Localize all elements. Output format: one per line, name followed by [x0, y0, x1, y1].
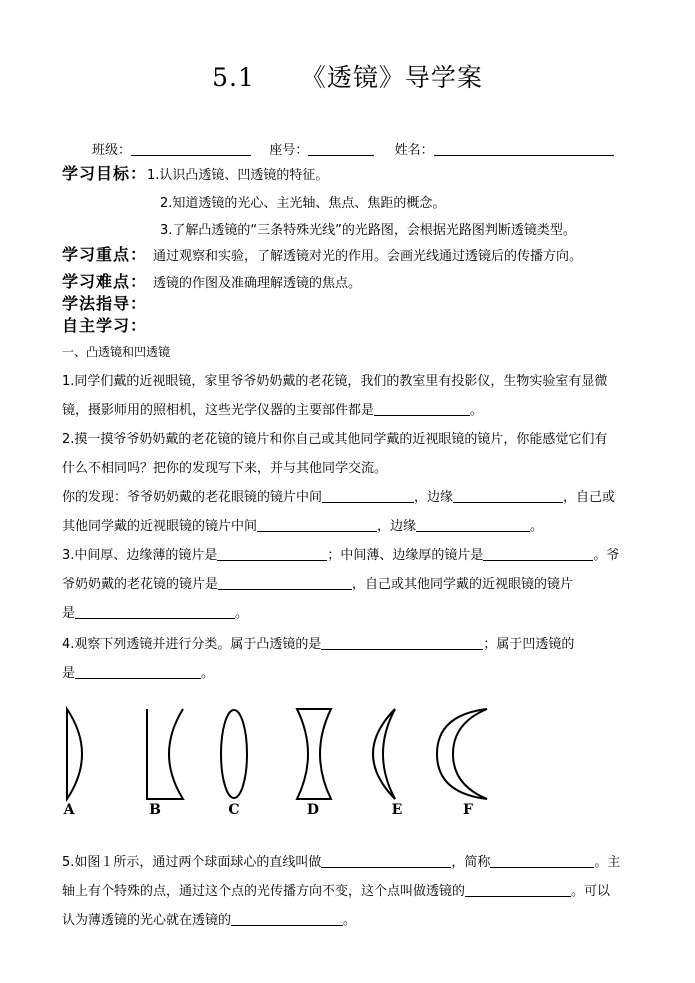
q5-text-d: 轴上有个特殊的点，通过这个点的光传播方向不变，这个点叫做透镜的: [62, 884, 466, 899]
q2-blank-1[interactable]: [322, 489, 414, 503]
lens-label-a: A: [63, 802, 75, 818]
q2-text-f: 。: [530, 519, 544, 534]
q3-line-3: [62, 599, 647, 628]
q5-text-e: 。可以: [571, 884, 611, 899]
q4-blank-1[interactable]: [321, 636, 483, 650]
q3-blank-1[interactable]: [217, 547, 327, 561]
q5-line-1: [62, 848, 647, 877]
q3-line-1: [62, 541, 647, 570]
lens-label-e: E: [391, 802, 403, 818]
q2-text-b: ，边缘: [414, 490, 454, 505]
q4-text-a: 4.观察下列透镜并进行分类。属于凸透镜的是: [62, 637, 322, 652]
q2-text-a: 你的发现：爷爷奶奶戴的老花眼镜的镜片中间: [62, 490, 323, 505]
goal-item-2: 2.知道透镜的光心、主光轴、焦点、焦距的概念。: [160, 196, 446, 211]
title-name: 《透镜》导学案: [300, 63, 483, 92]
q3-text-g: 。: [235, 606, 249, 621]
goals-heading: 学习目标：: [62, 164, 148, 183]
difficulty-heading: 学习难点：: [62, 272, 148, 291]
class-blank[interactable]: [131, 142, 251, 156]
q4-text-c: 是: [62, 666, 76, 681]
q5-blank-2[interactable]: [490, 854, 594, 868]
q1-line-1: 1.同学们戴的近视眼镜，家里爷爷奶奶戴的老花镜，我们的教室里有投影仪，生物实验室有显微: [62, 374, 608, 389]
lens-label-b: B: [149, 802, 161, 818]
q5-line-2: [62, 877, 647, 906]
self-study-heading: 自主学习：: [62, 316, 148, 335]
q4-text-d: 。: [201, 666, 215, 681]
question-2: [62, 425, 647, 541]
q5-text-f: 认为薄透镜的光心就在透镜的: [62, 913, 232, 928]
goal-item-3: 3.了解凸透镜的“三条特殊光线”的光路图，会根据光路图判断透镜类型。: [160, 223, 576, 238]
lens-a-shape: [67, 709, 82, 799]
goals-heading-row: [62, 161, 328, 184]
q5-text-g: 。: [343, 913, 357, 928]
key-heading: 学习重点：: [62, 245, 148, 264]
lens-e-shape: [373, 709, 395, 799]
q2-text-d: 其他同学戴的近视眼镜的镜片中间: [62, 519, 258, 534]
page-title: [0, 58, 695, 94]
class-label: 班级：: [92, 143, 132, 158]
q2-line-3: [62, 483, 647, 512]
lens-b-shape: [147, 709, 183, 799]
lens-f-shape: [437, 709, 487, 799]
q3-line-2: [62, 570, 647, 599]
q5-blank-1[interactable]: [321, 854, 451, 868]
q3-blank-4[interactable]: [75, 605, 235, 619]
q2-blank-4[interactable]: [416, 518, 530, 532]
q4-line-1: [62, 630, 647, 659]
q2-text-e: ，边缘: [377, 519, 417, 534]
question-4: [62, 630, 647, 688]
q5-text-c: 。主: [594, 855, 621, 870]
q2-line-1: 2.摸一摸爷爷奶奶戴的老花镜的镜片和你自己或其他同学戴的近视眼镜的镜片，你能感觉它们有: [62, 432, 608, 447]
q5-blank-3[interactable]: [465, 883, 571, 897]
q4-line-2: [62, 659, 647, 688]
lens-d-shape: [297, 709, 331, 799]
q1-text: 镜，摄影师用的照相机，这些光学仪器的主要部件都是: [62, 403, 375, 418]
seat-blank[interactable]: [308, 142, 374, 156]
q2-text-c: ，自己或: [563, 490, 616, 505]
section-heading: 一、凸透镜和凹透镜: [62, 345, 171, 359]
q3-text-e: ，自己或其他同学戴的近视眼镜的镜片: [352, 577, 574, 592]
difficulty-text: 透镜的作图及准确理解透镜的焦点。: [153, 276, 362, 291]
q3-text-c: 。爷: [593, 548, 620, 563]
q5-blank-4[interactable]: [231, 912, 343, 926]
question-3: [62, 541, 647, 628]
key-text: 通过观察和实验，了解透镜对光的作用。会画光线通过透镜后的传播方向。: [153, 249, 583, 264]
q2-line-2: 什么不相同吗？把你的发现写下来，并与其他同学交流。: [62, 461, 388, 476]
lens-label-f: F: [463, 802, 473, 818]
q3-text-b: ；中间薄、边缘厚的镜片是: [327, 548, 484, 563]
goal-item-1: 1.认识凸透镜、凹透镜的特征。: [147, 168, 329, 183]
q3-text-f: 是: [62, 606, 76, 621]
title-number: 5.1: [212, 63, 255, 92]
q2-line-4: [62, 512, 647, 541]
lens-label-d: D: [306, 802, 320, 818]
q4-text-b: ；属于凹透镜的: [483, 637, 575, 652]
lens-c-shape: [221, 710, 247, 798]
q4-blank-2[interactable]: [75, 665, 201, 679]
q3-blank-3[interactable]: [218, 576, 352, 590]
q1-blank[interactable]: [374, 402, 470, 416]
q5-text-a: 5.如图１所示，通过两个球面球心的直线叫做: [62, 855, 322, 870]
key-points-row: [62, 242, 582, 265]
q1-end: 。: [470, 403, 484, 418]
q2-blank-2[interactable]: [453, 489, 563, 503]
question-1: [62, 367, 647, 425]
q3-blank-2[interactable]: [483, 547, 593, 561]
q3-text-d: 爷奶奶戴的老花镜的镜片是: [62, 577, 219, 592]
name-blank[interactable]: [434, 142, 614, 156]
question-5: [62, 848, 647, 935]
q2-blank-3[interactable]: [257, 518, 377, 532]
q3-text-a: 3.中间厚、边缘薄的镜片是: [62, 548, 218, 563]
q1-line-2: [62, 396, 647, 425]
name-label: 姓名：: [394, 143, 434, 158]
lens-figure: [55, 705, 495, 820]
method-heading: 学法指导：: [62, 294, 148, 313]
difficulty-row: [62, 269, 361, 292]
q5-text-b: ，简称: [451, 855, 491, 870]
lens-label-c: C: [228, 802, 240, 818]
q5-line-3: [62, 906, 647, 935]
student-info-line: [92, 139, 614, 158]
seat-label: 座号：: [269, 143, 309, 158]
